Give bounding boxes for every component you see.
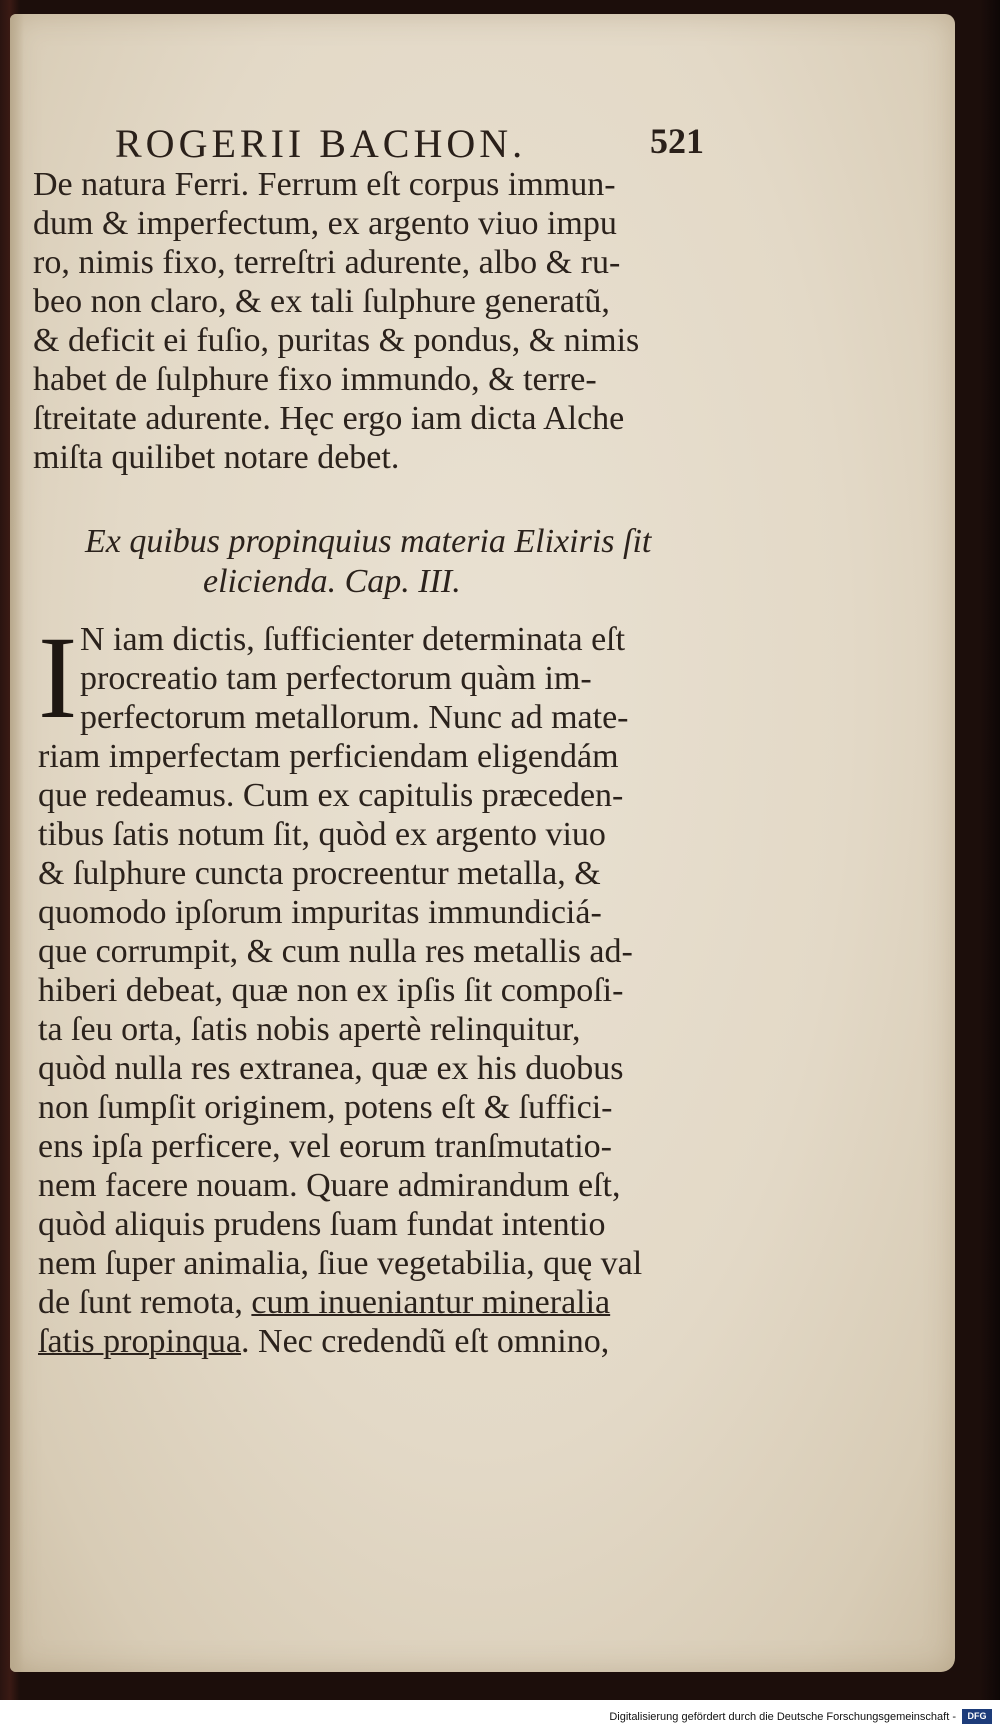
text-line: nem facere nouam. Quare admirandum eſt, <box>38 1167 621 1204</box>
text-line: & deficit ei fuſio, puritas & pondus, & nimis <box>33 322 640 359</box>
paragraph-iron <box>33 165 639 477</box>
page-header <box>105 120 705 170</box>
text-line: ta ſeu orta, ſatis nobis apertè relinquitur, <box>38 1011 581 1048</box>
text-line: que corrumpit, & cum nulla res metallis ad- <box>38 933 633 970</box>
text-line: procreatio tam perfectorum quàm im- <box>80 660 592 697</box>
text-line: De natura Ferri. Ferrum eſt corpus immun- <box>33 166 616 203</box>
chapter-heading <box>85 522 651 602</box>
text-line: nem ſuper animalia, ſiue vegetabilia, quę val <box>38 1245 643 1282</box>
text-line <box>38 1322 642 1361</box>
page-edge-shadow <box>10 14 24 1672</box>
dfg-logo: DFG <box>962 1709 992 1724</box>
chapter-heading-line: elicienda. Cap. III. <box>203 563 461 600</box>
text-segment: . Nec credendũ eſt omnino, <box>241 1323 610 1360</box>
underlined-text: cum inueniantur mineralia <box>251 1284 611 1321</box>
text-segment: de ſunt remota, <box>38 1284 243 1321</box>
text-line: ro, nimis fixo, terreſtri adurente, albo & ru- <box>33 244 621 281</box>
text-line: habet de ſulphure fixo immundo, & terre- <box>33 361 597 398</box>
text-line: N iam dictis, ſufficienter determinata eſt <box>80 621 626 658</box>
text-line: miſta quilibet notare debet. <box>33 439 400 476</box>
text-line: quòd aliquis prudens ſuam fundat intentio <box>38 1206 606 1243</box>
text-line: quòd nulla res extranea, quæ ex his duobus <box>38 1050 624 1087</box>
text-line: & ſulphure cuncta procreentur metalla, & <box>38 855 601 892</box>
text-line: ſtreitate adurente. Hęc ergo iam dicta Alche <box>33 400 625 437</box>
text-line: riam imperfectam perficiendam eligendám <box>38 738 619 775</box>
text-line: non ſumpſit originem, potens eſt & ſuffici- <box>38 1089 613 1126</box>
text-line: dum & imperfectum, ex argento viuo impu <box>33 205 617 242</box>
text-line: hiberi debeat, quæ non ex ipſis ſit compoſi- <box>38 972 624 1009</box>
text-line: beo non claro, & ex tali ſulphure generatũ, <box>33 283 610 320</box>
paragraph-chapter-iii <box>38 612 643 1361</box>
running-head: ROGERII BACHON. <box>115 121 527 166</box>
text-line: tibus ſatis notum ſit, quòd ex argento viuo <box>38 816 606 853</box>
text-line: quomodo ipſorum impuritas immundiciá- <box>38 894 602 931</box>
text-line <box>38 1283 642 1322</box>
text-line: ens ipſa perficere, vel eorum tranſmutatio- <box>38 1128 612 1165</box>
page-number: 521 <box>650 121 704 161</box>
chapter-heading-line: Ex quibus propinquius materia Elixiris ſit <box>85 523 652 560</box>
text-line: perfectorum metallorum. Nunc ad mate- <box>80 699 629 736</box>
drop-cap: I <box>38 612 78 743</box>
underlined-text: ſatis propinqua <box>38 1323 242 1360</box>
footer-credit: Digitalisierung gefördert durch die Deutsche Forschungsgemeinschaft - <box>609 1711 956 1723</box>
text-line: que redeamus. Cum ex capitulis præceden- <box>38 777 624 814</box>
